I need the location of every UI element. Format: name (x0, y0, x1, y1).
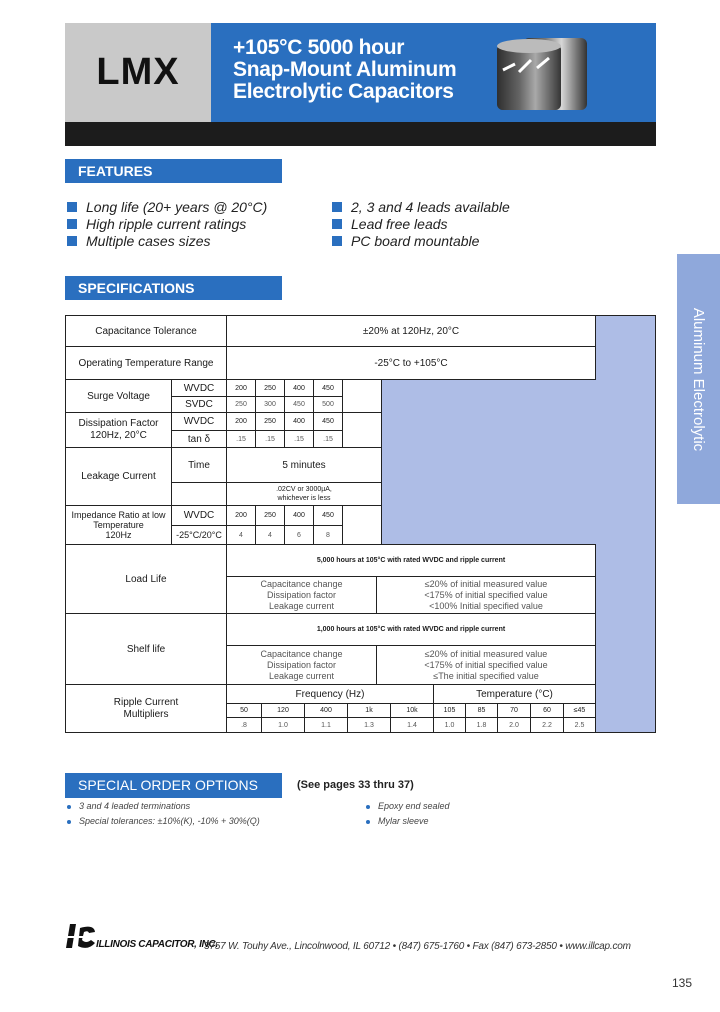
cap-tolerance-value: ±20% at 120Hz, 20°C (226, 315, 596, 347)
special-order-text: Mylar sleeve (378, 816, 429, 826)
special-order-text: Epoxy end sealed (378, 801, 450, 811)
ripple-label-line: Ripple Current (113, 696, 179, 708)
special-order-text: 3 and 4 leaded terminations (79, 801, 191, 811)
ripple-freq-header: 50 (226, 703, 262, 718)
ripple-temp-value: 2.0 (497, 717, 531, 733)
load-life-limit: <100% Initial specified value (429, 600, 543, 611)
ripple-freq-value: 1.0 (261, 717, 305, 733)
bullet-square-icon (67, 202, 77, 212)
header-divider-bar (65, 122, 656, 146)
bullet-dot-icon (67, 805, 71, 809)
impedance-ratio-value: 4 (255, 525, 285, 545)
bullet-dot-icon (366, 805, 370, 809)
dissipation-wvdc-value: 200 (226, 412, 256, 431)
bullet-dot-icon (67, 820, 71, 824)
special-order-item (67, 801, 260, 816)
impedance-wvdc-value: 400 (284, 505, 314, 526)
impedance-wvdc-value: 250 (255, 505, 285, 526)
surge-wvdc-value: 250 (255, 379, 285, 397)
feature-item (332, 198, 510, 215)
ripple-label-line: Multipliers (123, 708, 169, 720)
leakage-blank (171, 482, 227, 506)
ripple-temp-header: 70 (497, 703, 531, 718)
bullet-square-icon (332, 219, 342, 229)
shelf-life-limits (376, 645, 596, 685)
ripple-freq-header: 10k (390, 703, 434, 718)
dissipation-blank (342, 412, 382, 448)
bullet-dot-icon (366, 820, 370, 824)
dissipation-label-line: 120Hz, 20°C (90, 430, 147, 441)
surge-svdc-value: 450 (284, 396, 314, 413)
load-life-label: Load Life (65, 544, 227, 614)
impedance-wvdc-value: 450 (313, 505, 343, 526)
ripple-temp-header: 105 (433, 703, 466, 718)
impedance-label-line: Impedance Ratio at low (71, 510, 166, 520)
series-code: LMX (65, 23, 211, 122)
ripple-freq-header: 400 (304, 703, 348, 718)
surge-wvdc-value: 450 (313, 379, 343, 397)
impedance-ratio-value: 8 (313, 525, 343, 545)
specifications-table (65, 315, 656, 733)
load-life-condition: 5,000 hours at 105°C with rated WVDC and ripple current (226, 544, 596, 577)
surge-wvdc-label: WVDC (171, 379, 227, 397)
ripple-temp-value: 2.5 (563, 717, 596, 733)
feature-item (332, 215, 510, 232)
ripple-label (65, 684, 227, 733)
feature-item (67, 232, 267, 249)
surge-voltage-label: Surge Voltage (65, 379, 172, 413)
ripple-frequency-label: Frequency (Hz) (226, 684, 434, 704)
load-life-param: Capacitance change (260, 578, 343, 589)
surge-svdc-value: 500 (313, 396, 343, 413)
special-order-heading: SPECIAL ORDER OPTIONS (65, 773, 282, 798)
load-life-param: Leakage current (268, 600, 335, 611)
ripple-temp-value: 1.8 (465, 717, 498, 733)
ripple-freq-value: .8 (226, 717, 262, 733)
shelf-life-param: Dissipation factor (266, 659, 337, 670)
dissipation-tan-value: .15 (284, 430, 314, 448)
operating-temp-value: -25°C to +105°C (226, 346, 596, 380)
dissipation-label-line: Dissipation Factor (78, 418, 159, 429)
shelf-life-label: Shelf life (65, 613, 227, 685)
surge-wvdc-value: 200 (226, 379, 256, 397)
ripple-temp-header: 85 (465, 703, 498, 718)
ripple-freq-header: 1k (347, 703, 391, 718)
load-life-limit: <175% of initial specified value (424, 589, 548, 600)
ripple-freq-value: 1.1 (304, 717, 348, 733)
feature-text: 2, 3 and 4 leads available (351, 198, 510, 215)
impedance-blank (342, 505, 382, 545)
surge-blank (342, 379, 382, 413)
impedance-label (65, 505, 172, 545)
table-blue-column (595, 315, 656, 733)
feature-text: Long life (20+ years @ 20°C) (86, 198, 268, 215)
feature-text: PC board mountable (351, 232, 480, 249)
shelf-life-limit: ≤20% of initial measured value (424, 648, 548, 659)
surge-svdc-label: SVDC (171, 396, 227, 413)
features-heading: FEATURES (65, 159, 282, 183)
shelf-life-param: Leakage current (268, 670, 335, 681)
special-order-left-list (67, 801, 260, 831)
shelf-life-limit: <175% of initial specified value (424, 659, 548, 670)
load-life-param: Dissipation factor (266, 589, 337, 600)
leakage-formula (226, 482, 382, 506)
leakage-time-value: 5 minutes (226, 447, 382, 483)
dissipation-wvdc-value: 400 (284, 412, 314, 431)
special-order-item (67, 816, 260, 831)
ripple-freq-value: 1.3 (347, 717, 391, 733)
feature-item (67, 215, 267, 232)
dissipation-tan-value: .15 (226, 430, 256, 448)
leakage-time-label: Time (171, 447, 227, 483)
bullet-square-icon (67, 236, 77, 246)
shelf-life-condition: 1,000 hours at 105°C with rated WVDC and ripple current (226, 613, 596, 646)
impedance-temp-label: -25°C/20°C (171, 525, 227, 545)
title-line-1: +105°C 5000 hour (233, 36, 405, 59)
dissipation-label (65, 412, 172, 448)
title-line-3: Electrolytic Capacitors (233, 80, 454, 103)
ripple-temp-value: 2.2 (530, 717, 564, 733)
special-order-item (366, 816, 450, 831)
shelf-life-limit: ≤The initial specified value (433, 670, 539, 681)
dissipation-wvdc-value: 250 (255, 412, 285, 431)
dissipation-wvdc-label: WVDC (171, 412, 227, 431)
leakage-formula-line: whichever is less (277, 495, 331, 502)
company-logo-icon (64, 922, 98, 950)
impedance-wvdc-label: WVDC (171, 505, 227, 526)
shelf-life-params (226, 645, 377, 685)
special-order-right-list (366, 801, 450, 831)
ripple-temp-header: ≤45 (563, 703, 596, 718)
special-order-text: Special tolerances: ±10%(K), -10% + 30%(Q) (79, 816, 260, 826)
specifications-heading: SPECIFICATIONS (65, 276, 282, 300)
leakage-label: Leakage Current (65, 447, 172, 506)
bullet-square-icon (332, 236, 342, 246)
operating-temp-label: Operating Temperature Range (65, 346, 227, 380)
table-blue-panel (381, 379, 595, 544)
load-life-params (226, 576, 377, 614)
impedance-label-line: Temperature (93, 520, 144, 530)
surge-wvdc-value: 400 (284, 379, 314, 397)
impedance-ratio-value: 4 (226, 525, 256, 545)
impedance-ratio-value: 6 (284, 525, 314, 545)
feature-text: Lead free leads (351, 215, 448, 232)
bullet-square-icon (67, 219, 77, 229)
features-right-list (332, 198, 510, 249)
shelf-life-param: Capacitance change (260, 648, 343, 659)
impedance-label-line: 120Hz (105, 530, 132, 540)
title-line-2: Snap-Mount Aluminum (233, 58, 457, 81)
capacitor-photo (493, 30, 595, 116)
load-life-limit: ≤20% of initial measured value (424, 578, 548, 589)
ripple-freq-value: 1.4 (390, 717, 434, 733)
company-name: ILLINOIS CAPACITOR, INC. (96, 939, 218, 950)
features-left-list (67, 198, 267, 249)
surge-svdc-value: 250 (226, 396, 256, 413)
ripple-temp-value: 1.0 (433, 717, 466, 733)
section-side-tab (677, 254, 720, 504)
side-tab-label: Aluminum Electrolytic (690, 307, 707, 451)
feature-text: Multiple cases sizes (86, 232, 211, 249)
company-address: 3757 W. Touhy Ave., Lincolnwood, IL 60712 • (847) 675-1760 • Fax (847) 673-2850 • www.illcap.com (204, 941, 631, 952)
surge-svdc-value: 300 (255, 396, 285, 413)
dissipation-tan-value: .15 (255, 430, 285, 448)
feature-item (332, 232, 510, 249)
page-number: 135 (672, 976, 693, 990)
ripple-freq-header: 120 (261, 703, 305, 718)
bullet-square-icon (332, 202, 342, 212)
leakage-formula-line: .02CV or 3000µA, (276, 486, 332, 493)
dissipation-tan-value: .15 (313, 430, 343, 448)
feature-text: High ripple current ratings (86, 215, 247, 232)
dissipation-tan-label: tan δ (171, 430, 227, 448)
impedance-wvdc-value: 200 (226, 505, 256, 526)
dissipation-wvdc-value: 450 (313, 412, 343, 431)
special-order-item (366, 801, 450, 816)
feature-item (67, 198, 267, 215)
ripple-temp-header: 60 (530, 703, 564, 718)
ripple-temperature-label: Temperature (°C) (433, 684, 596, 704)
special-order-note: (See pages 33 thru 37) (297, 779, 414, 791)
cap-tolerance-label: Capacitance Tolerance (65, 315, 227, 347)
load-life-limits (376, 576, 596, 614)
